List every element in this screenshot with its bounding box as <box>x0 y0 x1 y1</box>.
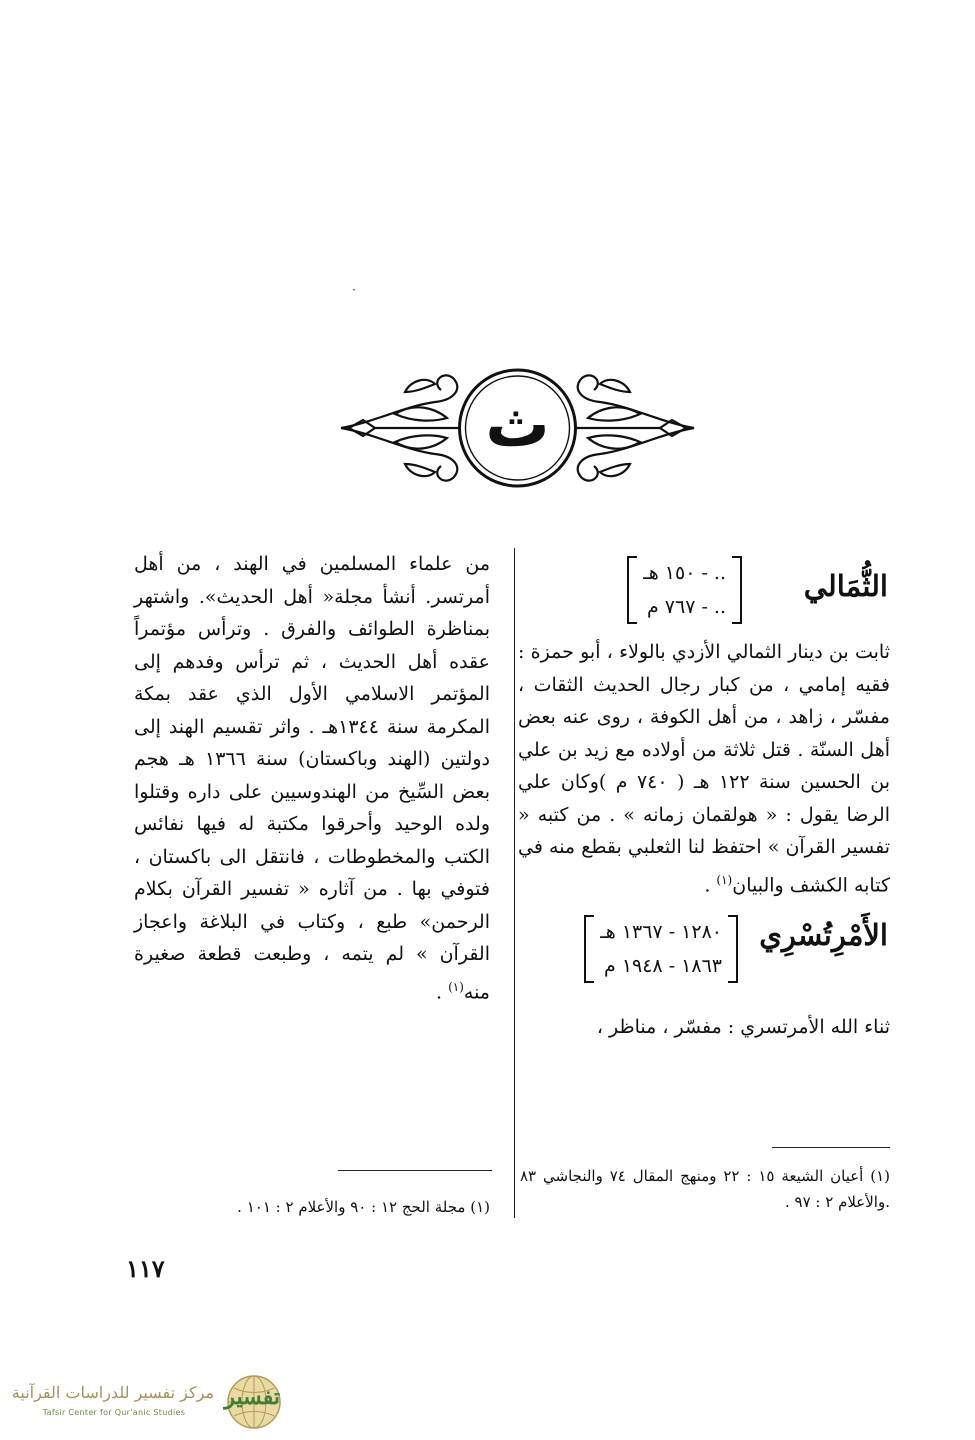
entry-body-continued <box>134 548 490 1008</box>
scan-speck: · <box>352 283 356 297</box>
footnote-left: (١) مجلة الحج ١٢ : ٩٠ والأعلام ٢ : ١٠١ . <box>237 1198 490 1216</box>
tafsir-center-logo <box>11 1374 288 1430</box>
entry-body-amritsari: ثناء الله الأمرتسري : مفسّر ، مناظر ، <box>596 1016 890 1039</box>
floral-frame-icon <box>335 362 700 494</box>
footnote-marker: (١) <box>448 979 464 994</box>
entry-dates-bracket <box>627 556 742 624</box>
entry-text: من علماء المسلمين في الهند ، من أهل أمرتسر. أنشأ مجلة« أهل الحديث». واشتهر بمناظرة الطوائف والفرق . وترأس مؤتمراً عقده أهل الحديث ، ثم ترأس وفدهم إلى المؤتمر الاسلامي الأول الذي عقد بمكة المكرمة سنة ١٣٤٤هـ . واثر تقسيم الهند إلى دولتين (الهند وباكستان) سنة ١٣٦٦ هـ هجم بعض السِّيخ من الهندوسيين على داره وقتلوا ولده الوحيد وأحرقوا مكتبة له فيها نفائس الكتب والمخطوطات ، فانتقل الى باكستان ، فتوفي بها . من آثاره « تفسير القرآن بكلام الرحمن» طبع ، وكتاب في البلاغة واعجاز القرآن » لم يتمه ، وطبعت قطعة صغيرة منه <box>134 553 491 1003</box>
entry-text-end: . <box>435 980 449 1003</box>
logo-name-arabic: مركز تفسير للدراسات القرآنية <box>11 1383 214 1402</box>
column-divider <box>514 548 515 1218</box>
footnote-right: (١) أعيان الشيعة ١٥ : ٢٢ ومنهج المقال ٧٤ والنجاشي ٨٣ .والأعلام ٢ : ٩٧ . <box>520 1167 891 1211</box>
entry-text-end: . <box>704 873 717 896</box>
entry-header-amritsari <box>518 915 890 1011</box>
entry-dates-bracket <box>584 915 738 983</box>
dates-gregorian: .. - ٧٦٧ م <box>646 596 726 618</box>
logo-text <box>11 1380 214 1426</box>
right-column <box>518 548 890 1044</box>
left-column <box>134 548 490 1008</box>
entry-name: الأَمْرِتُسْرِي <box>759 918 888 953</box>
section-letter: ث <box>485 388 550 462</box>
entry-body-thumali <box>518 636 890 901</box>
entry-header-thumali <box>518 548 890 636</box>
footnote-rule <box>338 1170 492 1171</box>
page-number: ١١٧ <box>126 1254 165 1283</box>
dates-hijri: .. - ١٥٠ هـ <box>643 562 726 584</box>
footnote-marker: (١) <box>716 872 733 887</box>
entry-text: ثابت بن دينار الثمالي الأزدي بالولاء ، أبو حمزة : فقيه إمامي ، من كبار رجال الحديث الثقات ، مفسّر ، زاهد ، من أهل الكوفة ، روى عنه بعض أهل السنّة . قتل ثلاثة من أولاده مع زيد بن علي بن الحسين سنة ١٢٢ هـ ( ٧٤٠ م )وكان علي الرضا يقول : « هولقمان زمانه » . من كتبه « تفسير القرآن » احتفظ لنا الثعلبي بقطع منه في كتابه الكشف والبيان <box>518 641 890 896</box>
logo-word: تفسير <box>224 1384 280 1410</box>
footnote-rule <box>772 1147 890 1148</box>
dates-gregorian: ١٨٦٣ - ١٩٤٨ م <box>604 955 722 978</box>
logo-name-english: Tafsir Center for Qur'anic Studies <box>42 1408 186 1417</box>
dates-hijri: ١٢٨٠ - ١٣٦٧ هـ <box>600 921 722 944</box>
entry-name: الثُّمَالي <box>803 569 888 603</box>
section-ornament <box>335 362 700 494</box>
